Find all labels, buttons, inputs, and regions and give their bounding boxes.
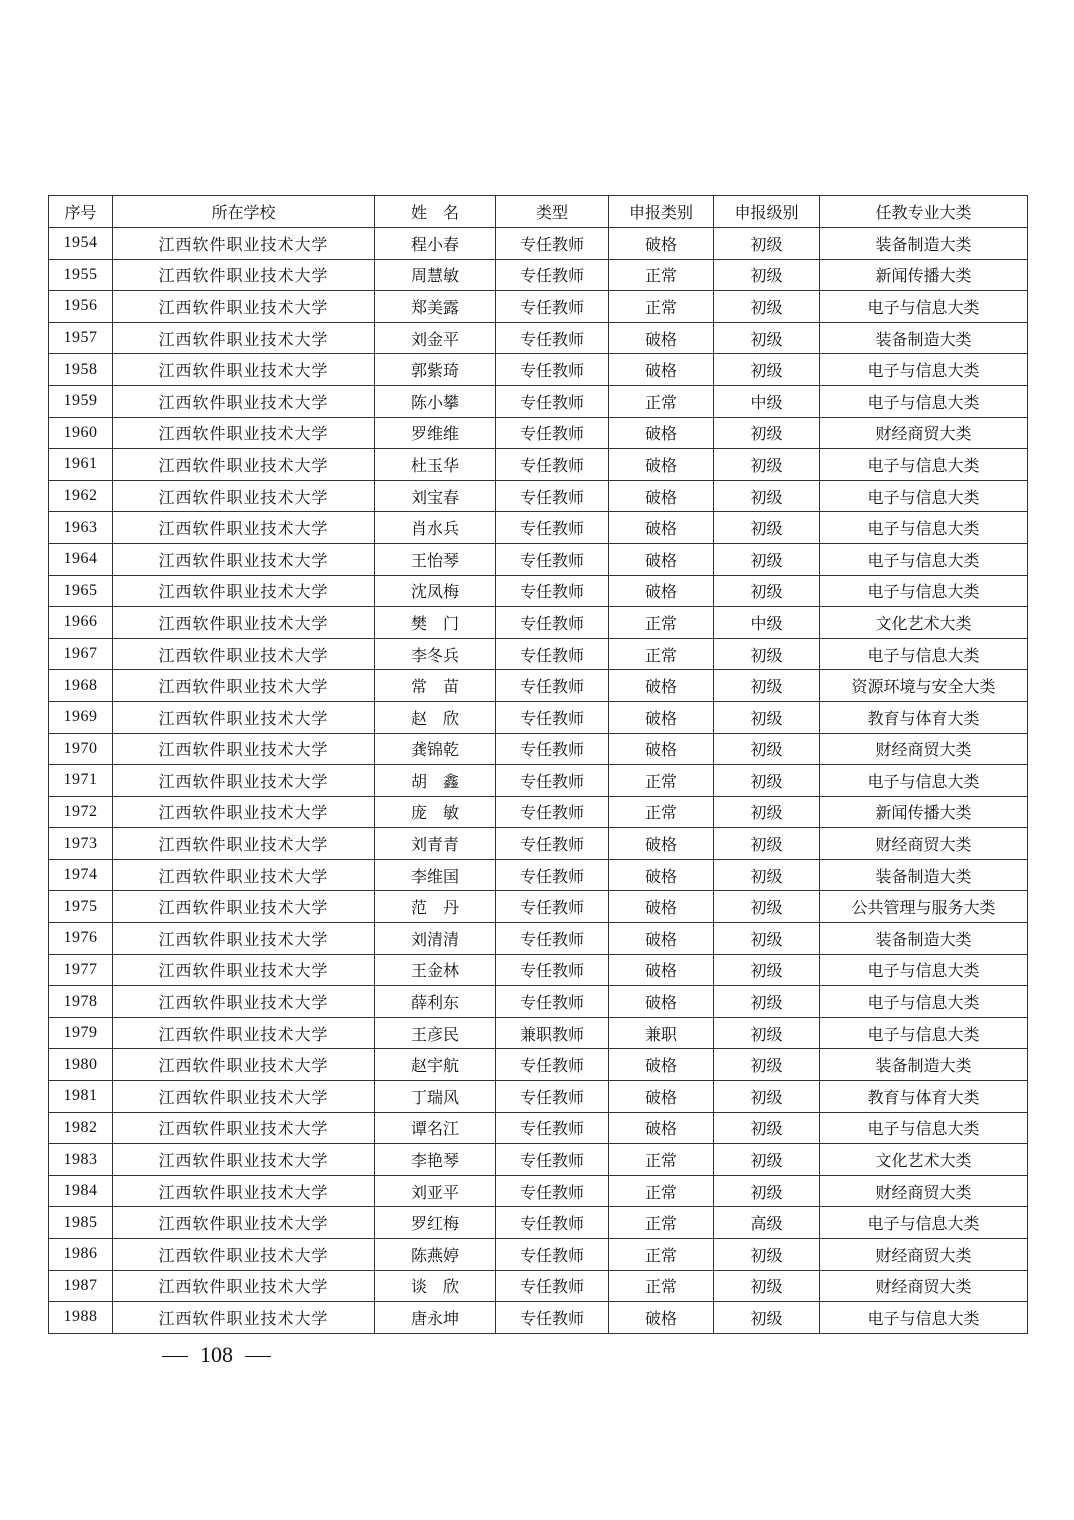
footer-dash-left [162, 1356, 188, 1357]
cell-index: 1970 [49, 733, 113, 765]
cell-application-level: 初级 [714, 322, 820, 354]
cell-application-category: 破格 [609, 322, 714, 354]
cell-type: 专任教师 [496, 449, 609, 481]
cell-type: 专任教师 [496, 796, 609, 828]
cell-teaching-major: 资源环境与安全大类 [820, 670, 1028, 702]
cell-application-level: 初级 [714, 859, 820, 891]
cell-application-category: 破格 [609, 228, 714, 260]
table-row [49, 859, 1028, 891]
cell-type: 专任教师 [496, 828, 609, 860]
cell-application-level: 初级 [714, 1112, 820, 1144]
cell-application-level: 初级 [714, 891, 820, 923]
cell-application-level: 初级 [714, 670, 820, 702]
cell-application-category: 破格 [609, 480, 714, 512]
cell-application-category: 正常 [609, 1239, 714, 1271]
cell-name: 胡 鑫 [375, 765, 496, 797]
cell-application-category: 正常 [609, 796, 714, 828]
cell-teaching-major: 电子与信息大类 [820, 986, 1028, 1018]
cell-school: 江西软件职业技术大学 [113, 1270, 375, 1302]
cell-index: 1986 [49, 1239, 113, 1271]
cell-school: 江西软件职业技术大学 [113, 923, 375, 955]
cell-school: 江西软件职业技术大学 [113, 1081, 375, 1113]
table-row [49, 417, 1028, 449]
cell-index: 1966 [49, 607, 113, 639]
cell-school: 江西软件职业技术大学 [113, 701, 375, 733]
table-row [49, 1112, 1028, 1144]
cell-application-category: 正常 [609, 259, 714, 291]
cell-name: 周慧敏 [375, 259, 496, 291]
cell-application-level: 初级 [714, 1144, 820, 1176]
table-row [49, 1144, 1028, 1176]
table-row [49, 701, 1028, 733]
cell-index: 1976 [49, 923, 113, 955]
cell-school: 江西软件职业技术大学 [113, 796, 375, 828]
cell-index: 1969 [49, 701, 113, 733]
cell-teaching-major: 电子与信息大类 [820, 512, 1028, 544]
cell-teaching-major: 电子与信息大类 [820, 1112, 1028, 1144]
cell-application-level: 初级 [714, 1239, 820, 1271]
cell-name: 庞 敏 [375, 796, 496, 828]
cell-type: 专任教师 [496, 1049, 609, 1081]
cell-index: 1985 [49, 1207, 113, 1239]
table-row [49, 543, 1028, 575]
table-row [49, 954, 1028, 986]
cell-application-level: 初级 [714, 796, 820, 828]
header-type: 类型 [496, 196, 609, 228]
cell-name: 刘清清 [375, 923, 496, 955]
cell-application-category: 破格 [609, 1049, 714, 1081]
cell-application-level: 初级 [714, 1049, 820, 1081]
table-row [49, 575, 1028, 607]
cell-teaching-major: 电子与信息大类 [820, 480, 1028, 512]
cell-school: 江西软件职业技术大学 [113, 1239, 375, 1271]
table-row [49, 986, 1028, 1018]
cell-name: 李艳琴 [375, 1144, 496, 1176]
cell-school: 江西软件职业技术大学 [113, 1302, 375, 1334]
cell-name: 谈 欣 [375, 1270, 496, 1302]
cell-type: 兼职教师 [496, 1017, 609, 1049]
cell-school: 江西软件职业技术大学 [113, 828, 375, 860]
cell-teaching-major: 电子与信息大类 [820, 765, 1028, 797]
cell-school: 江西软件职业技术大学 [113, 259, 375, 291]
cell-application-category: 破格 [609, 1302, 714, 1334]
cell-name: 薛利东 [375, 986, 496, 1018]
cell-school: 江西软件职业技术大学 [113, 986, 375, 1018]
table-row [49, 228, 1028, 260]
cell-school: 江西软件职业技术大学 [113, 575, 375, 607]
cell-teaching-major: 电子与信息大类 [820, 954, 1028, 986]
cell-index: 1971 [49, 765, 113, 797]
cell-school: 江西软件职业技术大学 [113, 543, 375, 575]
cell-teaching-major: 财经商贸大类 [820, 1270, 1028, 1302]
cell-index: 1977 [49, 954, 113, 986]
cell-name: 赵宇航 [375, 1049, 496, 1081]
cell-school: 江西软件职业技术大学 [113, 385, 375, 417]
cell-type: 专任教师 [496, 259, 609, 291]
cell-application-level: 初级 [714, 1270, 820, 1302]
cell-index: 1964 [49, 543, 113, 575]
applicant-table [48, 195, 1028, 1334]
cell-type: 专任教师 [496, 701, 609, 733]
cell-school: 江西软件职业技术大学 [113, 1175, 375, 1207]
cell-name: 李维国 [375, 859, 496, 891]
cell-index: 1972 [49, 796, 113, 828]
cell-school: 江西软件职业技术大学 [113, 1144, 375, 1176]
table-row [49, 796, 1028, 828]
cell-teaching-major: 公共管理与服务大类 [820, 891, 1028, 923]
cell-school: 江西软件职业技术大学 [113, 670, 375, 702]
cell-school: 江西软件职业技术大学 [113, 733, 375, 765]
table-row [49, 1081, 1028, 1113]
cell-name: 刘亚平 [375, 1175, 496, 1207]
cell-teaching-major: 电子与信息大类 [820, 1017, 1028, 1049]
cell-school: 江西软件职业技术大学 [113, 638, 375, 670]
cell-teaching-major: 电子与信息大类 [820, 1302, 1028, 1334]
table-row [49, 670, 1028, 702]
cell-type: 专任教师 [496, 417, 609, 449]
cell-name: 郑美露 [375, 291, 496, 323]
cell-application-level: 初级 [714, 986, 820, 1018]
cell-application-category: 破格 [609, 670, 714, 702]
cell-name: 程小春 [375, 228, 496, 260]
cell-teaching-major: 装备制造大类 [820, 1049, 1028, 1081]
cell-school: 江西软件职业技术大学 [113, 228, 375, 260]
table-row [49, 891, 1028, 923]
header-index: 序号 [49, 196, 113, 228]
cell-type: 专任教师 [496, 1302, 609, 1334]
cell-school: 江西软件职业技术大学 [113, 322, 375, 354]
table-row [49, 923, 1028, 955]
cell-application-category: 破格 [609, 828, 714, 860]
cell-teaching-major: 财经商贸大类 [820, 1175, 1028, 1207]
table-row [49, 259, 1028, 291]
cell-index: 1979 [49, 1017, 113, 1049]
header-name: 姓 名 [375, 196, 496, 228]
cell-school: 江西软件职业技术大学 [113, 891, 375, 923]
cell-teaching-major: 电子与信息大类 [820, 291, 1028, 323]
cell-application-level: 初级 [714, 480, 820, 512]
cell-index: 1958 [49, 354, 113, 386]
cell-name: 杜玉华 [375, 449, 496, 481]
cell-name: 赵 欣 [375, 701, 496, 733]
cell-teaching-major: 财经商贸大类 [820, 733, 1028, 765]
cell-application-level: 初级 [714, 291, 820, 323]
cell-teaching-major: 装备制造大类 [820, 923, 1028, 955]
cell-type: 专任教师 [496, 322, 609, 354]
cell-school: 江西软件职业技术大学 [113, 1049, 375, 1081]
cell-application-category: 正常 [609, 1144, 714, 1176]
page-number: 108 [200, 1342, 233, 1367]
footer-dash-right [245, 1356, 271, 1357]
cell-type: 专任教师 [496, 480, 609, 512]
cell-type: 专任教师 [496, 733, 609, 765]
cell-application-category: 正常 [609, 1175, 714, 1207]
cell-application-level: 初级 [714, 512, 820, 544]
cell-type: 专任教师 [496, 891, 609, 923]
cell-type: 专任教师 [496, 543, 609, 575]
cell-index: 1959 [49, 385, 113, 417]
cell-application-category: 破格 [609, 891, 714, 923]
cell-school: 江西软件职业技术大学 [113, 1112, 375, 1144]
cell-application-level: 高级 [714, 1207, 820, 1239]
cell-index: 1981 [49, 1081, 113, 1113]
cell-index: 1975 [49, 891, 113, 923]
cell-type: 专任教师 [496, 859, 609, 891]
cell-application-level: 初级 [714, 259, 820, 291]
cell-type: 专任教师 [496, 228, 609, 260]
cell-school: 江西软件职业技术大学 [113, 1017, 375, 1049]
cell-application-category: 破格 [609, 417, 714, 449]
cell-application-category: 破格 [609, 701, 714, 733]
cell-application-category: 兼职 [609, 1017, 714, 1049]
page-footer [150, 1342, 283, 1368]
cell-school: 江西软件职业技术大学 [113, 449, 375, 481]
cell-type: 专任教师 [496, 670, 609, 702]
cell-teaching-major: 新闻传播大类 [820, 796, 1028, 828]
cell-teaching-major: 电子与信息大类 [820, 449, 1028, 481]
cell-type: 专任教师 [496, 1144, 609, 1176]
cell-school: 江西软件职业技术大学 [113, 354, 375, 386]
table-header-row [49, 196, 1028, 228]
table-row [49, 322, 1028, 354]
cell-application-level: 初级 [714, 575, 820, 607]
cell-index: 1963 [49, 512, 113, 544]
cell-application-category: 正常 [609, 385, 714, 417]
cell-teaching-major: 电子与信息大类 [820, 575, 1028, 607]
cell-application-level: 初级 [714, 1017, 820, 1049]
cell-teaching-major: 教育与体育大类 [820, 1081, 1028, 1113]
cell-teaching-major: 财经商贸大类 [820, 828, 1028, 860]
cell-type: 专任教师 [496, 954, 609, 986]
cell-name: 罗维维 [375, 417, 496, 449]
cell-application-level: 中级 [714, 607, 820, 639]
table-row [49, 828, 1028, 860]
header-application-category: 申报类别 [609, 196, 714, 228]
cell-application-category: 破格 [609, 1112, 714, 1144]
cell-application-level: 初级 [714, 828, 820, 860]
cell-application-category: 正常 [609, 1270, 714, 1302]
cell-name: 王彦民 [375, 1017, 496, 1049]
cell-index: 1960 [49, 417, 113, 449]
cell-index: 1968 [49, 670, 113, 702]
cell-type: 专任教师 [496, 1239, 609, 1271]
cell-name: 陈燕婷 [375, 1239, 496, 1271]
cell-application-category: 正常 [609, 291, 714, 323]
cell-teaching-major: 教育与体育大类 [820, 701, 1028, 733]
cell-type: 专任教师 [496, 354, 609, 386]
cell-school: 江西软件职业技术大学 [113, 859, 375, 891]
cell-type: 专任教师 [496, 1112, 609, 1144]
cell-application-category: 破格 [609, 1081, 714, 1113]
cell-name: 王怡琴 [375, 543, 496, 575]
cell-application-category: 破格 [609, 986, 714, 1018]
cell-type: 专任教师 [496, 385, 609, 417]
table-row [49, 512, 1028, 544]
cell-index: 1978 [49, 986, 113, 1018]
cell-application-level: 初级 [714, 638, 820, 670]
cell-type: 专任教师 [496, 291, 609, 323]
cell-teaching-major: 电子与信息大类 [820, 385, 1028, 417]
cell-application-category: 破格 [609, 449, 714, 481]
cell-application-level: 初级 [714, 1081, 820, 1113]
cell-index: 1980 [49, 1049, 113, 1081]
cell-application-category: 破格 [609, 733, 714, 765]
cell-type: 专任教师 [496, 1175, 609, 1207]
cell-index: 1955 [49, 259, 113, 291]
table-row [49, 1017, 1028, 1049]
cell-teaching-major: 装备制造大类 [820, 228, 1028, 260]
table-row [49, 385, 1028, 417]
table-row [49, 1270, 1028, 1302]
cell-teaching-major: 财经商贸大类 [820, 417, 1028, 449]
header-teaching-major: 任教专业大类 [820, 196, 1028, 228]
cell-application-level: 初级 [714, 417, 820, 449]
cell-teaching-major: 装备制造大类 [820, 322, 1028, 354]
cell-name: 龚锦乾 [375, 733, 496, 765]
table-row [49, 733, 1028, 765]
cell-type: 专任教师 [496, 986, 609, 1018]
cell-application-level: 初级 [714, 701, 820, 733]
cell-index: 1965 [49, 575, 113, 607]
cell-school: 江西软件职业技术大学 [113, 607, 375, 639]
cell-school: 江西软件职业技术大学 [113, 765, 375, 797]
cell-school: 江西软件职业技术大学 [113, 480, 375, 512]
cell-application-category: 破格 [609, 543, 714, 575]
cell-application-level: 初级 [714, 228, 820, 260]
cell-application-level: 初级 [714, 543, 820, 575]
cell-index: 1962 [49, 480, 113, 512]
cell-type: 专任教师 [496, 923, 609, 955]
cell-application-category: 正常 [609, 1207, 714, 1239]
cell-name: 李冬兵 [375, 638, 496, 670]
table-row [49, 607, 1028, 639]
cell-name: 樊 门 [375, 607, 496, 639]
table-row [49, 1302, 1028, 1334]
cell-teaching-major: 电子与信息大类 [820, 638, 1028, 670]
cell-index: 1974 [49, 859, 113, 891]
cell-type: 专任教师 [496, 765, 609, 797]
cell-teaching-major: 电子与信息大类 [820, 354, 1028, 386]
cell-application-level: 初级 [714, 1175, 820, 1207]
cell-application-level: 初级 [714, 923, 820, 955]
cell-type: 专任教师 [496, 512, 609, 544]
table-row [49, 449, 1028, 481]
cell-index: 1967 [49, 638, 113, 670]
cell-name: 范 丹 [375, 891, 496, 923]
table-row [49, 1239, 1028, 1271]
cell-application-category: 正常 [609, 607, 714, 639]
cell-application-category: 正常 [609, 638, 714, 670]
table-row [49, 480, 1028, 512]
cell-application-category: 破格 [609, 575, 714, 607]
cell-application-level: 初级 [714, 1302, 820, 1334]
cell-name: 郭紫琦 [375, 354, 496, 386]
cell-application-category: 正常 [609, 765, 714, 797]
cell-application-level: 初级 [714, 733, 820, 765]
cell-type: 专任教师 [496, 1081, 609, 1113]
cell-school: 江西软件职业技术大学 [113, 1207, 375, 1239]
cell-index: 1973 [49, 828, 113, 860]
cell-type: 专任教师 [496, 1270, 609, 1302]
cell-application-level: 初级 [714, 954, 820, 986]
cell-name: 陈小攀 [375, 385, 496, 417]
table-row [49, 1049, 1028, 1081]
cell-index: 1961 [49, 449, 113, 481]
cell-name: 王金林 [375, 954, 496, 986]
cell-application-level: 初级 [714, 354, 820, 386]
cell-name: 常 苗 [375, 670, 496, 702]
cell-name: 谭名江 [375, 1112, 496, 1144]
cell-name: 沈凤梅 [375, 575, 496, 607]
cell-application-category: 破格 [609, 954, 714, 986]
cell-index: 1983 [49, 1144, 113, 1176]
cell-teaching-major: 文化艺术大类 [820, 1144, 1028, 1176]
cell-index: 1954 [49, 228, 113, 260]
table-row [49, 1175, 1028, 1207]
cell-name: 唐永坤 [375, 1302, 496, 1334]
cell-name: 罗红梅 [375, 1207, 496, 1239]
table-row [49, 1207, 1028, 1239]
table-body [49, 228, 1028, 1334]
cell-application-level: 初级 [714, 765, 820, 797]
table-row [49, 765, 1028, 797]
table-row [49, 291, 1028, 323]
cell-type: 专任教师 [496, 1207, 609, 1239]
cell-name: 刘宝春 [375, 480, 496, 512]
cell-index: 1982 [49, 1112, 113, 1144]
cell-teaching-major: 电子与信息大类 [820, 543, 1028, 575]
cell-index: 1987 [49, 1270, 113, 1302]
cell-application-level: 初级 [714, 449, 820, 481]
cell-school: 江西软件职业技术大学 [113, 954, 375, 986]
cell-application-level: 中级 [714, 385, 820, 417]
cell-application-category: 破格 [609, 859, 714, 891]
cell-application-category: 破格 [609, 354, 714, 386]
cell-name: 丁瑞风 [375, 1081, 496, 1113]
cell-teaching-major: 电子与信息大类 [820, 1207, 1028, 1239]
cell-name: 刘青青 [375, 828, 496, 860]
cell-school: 江西软件职业技术大学 [113, 417, 375, 449]
cell-application-category: 破格 [609, 923, 714, 955]
cell-type: 专任教师 [496, 638, 609, 670]
cell-teaching-major: 财经商贸大类 [820, 1239, 1028, 1271]
cell-index: 1956 [49, 291, 113, 323]
cell-teaching-major: 新闻传播大类 [820, 259, 1028, 291]
cell-school: 江西软件职业技术大学 [113, 291, 375, 323]
table-row [49, 638, 1028, 670]
cell-name: 肖水兵 [375, 512, 496, 544]
cell-index: 1957 [49, 322, 113, 354]
cell-index: 1984 [49, 1175, 113, 1207]
cell-type: 专任教师 [496, 575, 609, 607]
cell-type: 专任教师 [496, 607, 609, 639]
header-application-level: 申报级别 [714, 196, 820, 228]
cell-name: 刘金平 [375, 322, 496, 354]
cell-application-category: 破格 [609, 512, 714, 544]
table-row [49, 354, 1028, 386]
cell-index: 1988 [49, 1302, 113, 1334]
cell-teaching-major: 装备制造大类 [820, 859, 1028, 891]
cell-school: 江西软件职业技术大学 [113, 512, 375, 544]
cell-teaching-major: 文化艺术大类 [820, 607, 1028, 639]
header-school: 所在学校 [113, 196, 375, 228]
